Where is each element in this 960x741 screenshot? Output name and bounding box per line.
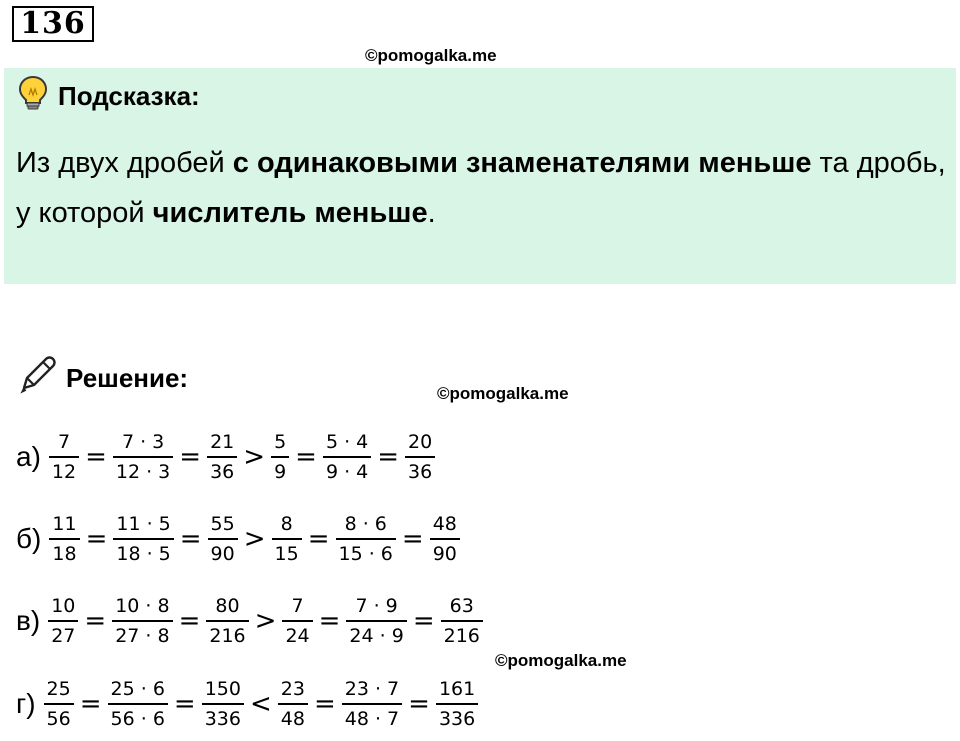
operator: = (173, 689, 196, 719)
lightbulb-icon (18, 75, 48, 118)
fraction (49, 512, 79, 566)
hint-emphasis: с одинаковыми знаменателями меньше (232, 147, 812, 179)
hint-segment: та дробь, у которой (16, 147, 946, 229)
solution-title: Решение: (66, 362, 189, 393)
fraction (202, 677, 244, 731)
operator: = (377, 442, 400, 472)
operator: > (254, 606, 277, 636)
solution-row-v (16, 590, 485, 652)
numerator: 7 · 3 (121, 431, 165, 453)
operator: > (243, 524, 266, 554)
fraction (323, 430, 371, 484)
denominator: 24 · 9 (346, 620, 406, 648)
pencil-icon (18, 356, 58, 401)
solution-header (18, 358, 188, 398)
fraction (207, 430, 237, 484)
row-label: г) (16, 688, 36, 719)
fraction (278, 677, 308, 731)
numerator: 25 (46, 678, 71, 700)
numerator: 10 (51, 595, 76, 617)
denominator: 216 (441, 620, 483, 648)
operator: = (85, 442, 107, 472)
denominator: 18 (49, 538, 79, 566)
operator: = (313, 689, 336, 719)
operator: = (79, 689, 102, 719)
fraction (112, 594, 172, 648)
denominator: 48 · 7 (342, 703, 402, 731)
denominator: 18 · 5 (113, 538, 173, 566)
denominator: 9 (271, 456, 289, 484)
numerator: 150 (204, 678, 241, 700)
watermark: ©pomogalka.me (437, 384, 569, 403)
fraction (44, 677, 74, 731)
hint-segment: Из двух дробей (16, 147, 233, 179)
numerator: 8 · 6 (344, 513, 387, 535)
numerator: 7 · 9 (355, 595, 398, 617)
denominator: 56 · 6 (108, 703, 168, 731)
task-number: 136 (12, 6, 94, 42)
fraction (346, 594, 406, 648)
numerator: 11 · 5 (116, 513, 171, 535)
fraction (271, 430, 289, 484)
denominator: 336 (436, 703, 478, 731)
fraction (48, 594, 78, 648)
denominator: 27 (48, 620, 78, 648)
fraction (405, 430, 435, 484)
denominator: 15 · 6 (336, 538, 396, 566)
fraction (272, 512, 302, 566)
denominator: 9 · 4 (323, 456, 371, 484)
operator: = (85, 524, 108, 554)
numerator: 8 (280, 513, 293, 535)
numerator: 5 (274, 431, 287, 453)
denominator: 12 (49, 456, 79, 484)
fraction (208, 512, 238, 566)
watermark: ©pomogalka.me (365, 46, 497, 65)
fraction (206, 594, 248, 648)
watermark: ©pomogalka.me (495, 651, 627, 670)
operator: = (401, 524, 424, 554)
operator: = (295, 442, 317, 472)
operator: = (178, 606, 201, 636)
operator: = (412, 606, 435, 636)
numerator: 21 (210, 431, 235, 453)
fraction (342, 677, 402, 731)
denominator: 12 · 3 (113, 456, 173, 484)
denominator: 36 (405, 456, 435, 484)
operator: = (179, 442, 202, 472)
denominator: 48 (278, 703, 308, 731)
operator: = (408, 689, 430, 719)
denominator: 216 (206, 620, 248, 648)
fraction (49, 430, 79, 484)
denominator: 90 (208, 538, 238, 566)
fraction (113, 512, 173, 566)
solution-row-g (16, 673, 480, 735)
numerator: 7 (291, 595, 304, 617)
hint-text (16, 138, 951, 238)
numerator: 5 · 4 (325, 431, 369, 453)
operator: = (84, 606, 107, 636)
denominator: 27 · 8 (112, 620, 172, 648)
numerator: 11 (52, 513, 77, 535)
denominator: 36 (207, 456, 237, 484)
hint-segment: . (427, 197, 436, 229)
row-label: б) (16, 523, 42, 554)
fraction (282, 594, 312, 648)
hint-emphasis: числитель меньше (152, 197, 428, 229)
numerator: 80 (215, 595, 240, 617)
hint-header (18, 76, 200, 116)
denominator: 90 (430, 538, 460, 566)
numerator: 7 (57, 431, 71, 453)
numerator: 10 · 8 (115, 595, 170, 617)
solution-row-b (16, 508, 462, 570)
numerator: 25 · 6 (110, 678, 165, 700)
numerator: 23 · 7 (344, 678, 400, 700)
denominator: 24 (282, 620, 312, 648)
operator: = (307, 524, 330, 554)
fraction (436, 677, 478, 731)
numerator: 23 (280, 678, 305, 700)
operator: = (179, 524, 202, 554)
numerator: 55 (210, 513, 235, 535)
fraction (113, 430, 173, 484)
numerator: 48 (432, 513, 457, 535)
fraction (108, 677, 168, 731)
numerator: 63 (449, 595, 474, 617)
solution-row-a (16, 426, 437, 488)
fraction (430, 512, 460, 566)
row-label: в) (16, 605, 41, 636)
hint-title: Подсказка: (58, 80, 200, 111)
fraction (336, 512, 396, 566)
operator: = (318, 606, 341, 636)
denominator: 336 (202, 703, 244, 731)
denominator: 15 (272, 538, 302, 566)
operator: < (249, 689, 272, 719)
operator: > (243, 442, 266, 472)
row-label: а) (16, 441, 41, 472)
numerator: 20 (408, 431, 433, 453)
fraction (441, 594, 483, 648)
numerator: 161 (438, 678, 476, 700)
denominator: 56 (44, 703, 74, 731)
